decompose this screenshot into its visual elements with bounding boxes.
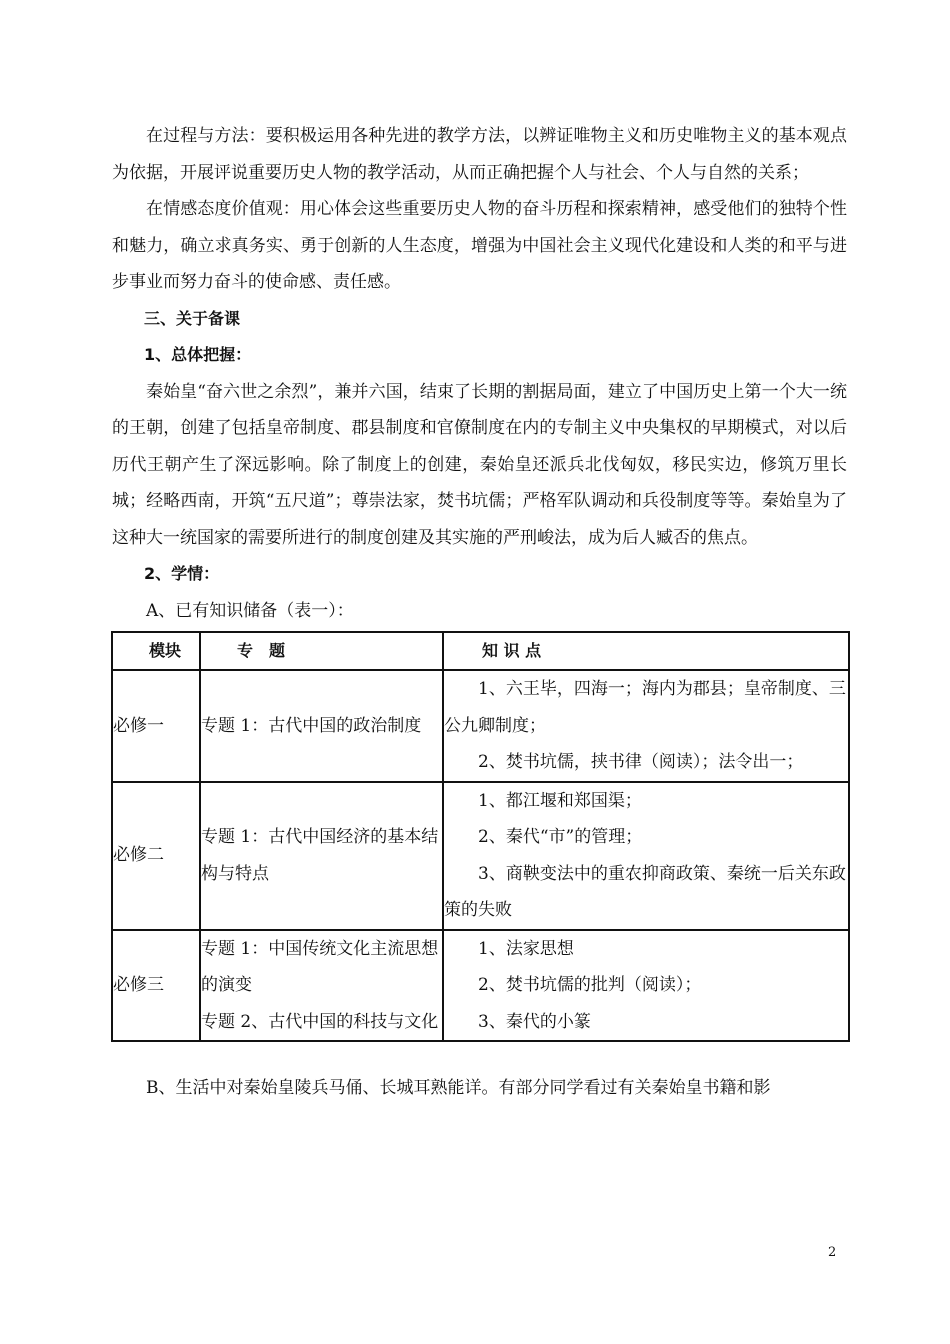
- sub-heading-overview: 1、总体把握：: [144, 345, 252, 364]
- page-number: 2: [828, 1245, 837, 1260]
- module-cell: 必修三: [112, 930, 200, 1042]
- table-row: [112, 782, 849, 930]
- module-cell: 必修一: [112, 670, 200, 782]
- knowledge-table: [111, 631, 850, 1043]
- header-module: 模块: [112, 632, 200, 671]
- points-cell: [443, 930, 849, 1042]
- table-header-row: [112, 632, 849, 671]
- topic-cell: [200, 782, 443, 930]
- paragraph-process-method: 在过程与方法：要积极运用各种先进的教学方法，以辨证唯物主义和历史唯物主义的基本观点为依据，开展评说重要历史人物的教学活动，从而正确把握个人与社会、个人与自然的关系；: [112, 126, 847, 183]
- header-knowledge-points: 知 识 点: [443, 632, 849, 671]
- topic-text: 专题 1：古代中国经济的基本结构与特点: [201, 827, 439, 884]
- paragraph-overview: 秦始皇“奋六世之余烈”，兼并六国，结束了长期的割据局面，建立了中国历史上第一个大一统的王朝，创建了包括皇帝制度、郡县制度和官僚制度在内的专制主义中央集权的早期模式，对以后历代王朝产生了深远影响。除了制度上的创建，秦始皇还派兵北伐匈奴，移民实边，修筑万里长城；经略西南，开筑“五尺道”；尊崇法家，焚书坑儒；严格军队调动和兵役制度等等。秦始皇为了这种大一统国家的需要所进行的制度创建及其实施的严刑峻法，成为后人臧否的焦点。: [112, 381, 847, 548]
- table-row: [112, 930, 849, 1042]
- knowledge-point: 3、秦代的小篆: [478, 1011, 591, 1032]
- knowledge-point: 2、焚书坑儒的批判（阅读）；: [478, 975, 702, 995]
- topic-cell: [200, 670, 443, 782]
- points-cell: [443, 670, 849, 782]
- sub-heading-learning-situation: 2、学情：: [144, 564, 220, 583]
- topic-text: 专题 1：古代中国的政治制度: [201, 715, 422, 736]
- topic-text: 专题 2、古代中国的科技与文化: [201, 1011, 439, 1032]
- knowledge-point: 1、六王毕，四海一；海内为郡县；皇帝制度、三公九卿制度；: [444, 679, 846, 736]
- knowledge-point: 2、焚书坑儒，挟书律（阅读）；法令出一；: [478, 752, 804, 772]
- topic-cell: [200, 930, 443, 1042]
- paragraph-b: B、生活中对秦始皇陵兵马俑、长城耳熟能详。有部分同学看过有关秦始皇书籍和影: [146, 1078, 771, 1098]
- paragraph-emotion-values: 在情感态度价值观：用心体会这些重要历史人物的奋斗历程和探索精神，感受他们的独特个性和魅力，确立求真务实、勇于创新的人生态度，增强为中国社会主义现代化建设和人类的和平与进步事业而努力奋斗的使命感、责任感。: [112, 199, 847, 292]
- module-cell: 必修二: [112, 782, 200, 930]
- knowledge-point: 3、商鞅变法中的重农抑商政策、秦统一后关东政策的失败: [444, 863, 846, 920]
- header-topic: 专 题: [200, 632, 443, 671]
- topic-text: 专题 1：中国传统文化主流思想的演变: [201, 938, 439, 995]
- knowledge-point: 2、秦代“市”的管理；: [478, 827, 643, 847]
- document-page: [112, 118, 847, 1107]
- table-caption: A、已有知识储备（表一）：: [146, 600, 354, 621]
- knowledge-point: 1、法家思想: [478, 938, 574, 959]
- knowledge-point: 1、都江堰和郑国渠；: [478, 790, 642, 811]
- table-row: [112, 670, 849, 782]
- points-cell: [443, 782, 849, 930]
- section-heading: 三、关于备课: [144, 308, 241, 328]
